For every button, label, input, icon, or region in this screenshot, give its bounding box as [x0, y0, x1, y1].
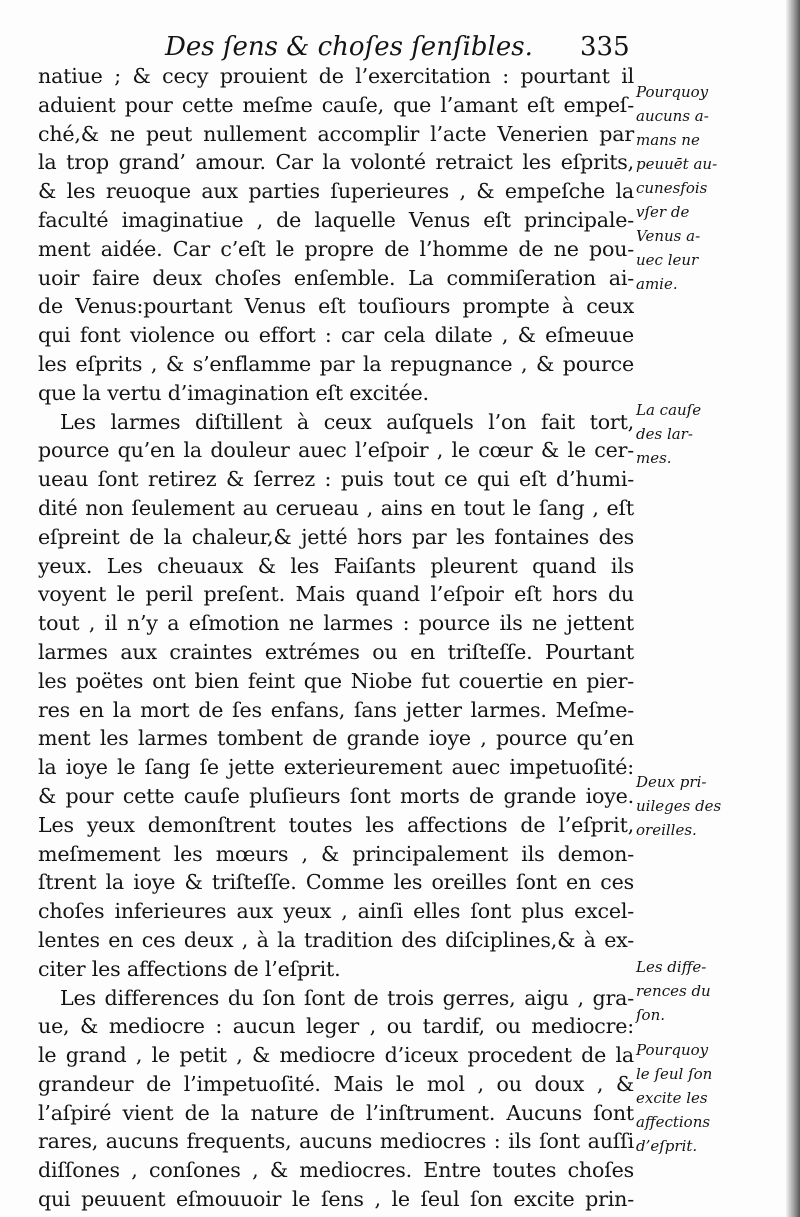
- text-line: ment les larmes tombent de grande ioye , pource qu’en: [38, 726, 634, 751]
- text-line: tout , il n’y a eſmotion ne larmes : pource ils ne jettent: [38, 611, 634, 636]
- margin-note-line: vſer de: [636, 203, 690, 221]
- text-line: Les differences du ſon ſont de trois gerres, aigu , gra-: [60, 985, 634, 1010]
- text-line: eſpreint de la chaleur,& jetté hors par les fontaines des: [38, 524, 634, 549]
- margin-note-line: rences du: [636, 982, 711, 1000]
- text-line: yeux. Les cheuaux & les Faiſants pleurent quand ils: [38, 553, 634, 578]
- text-line: de Venus:pourtant Venus eſt touſiours prompte à ceux: [38, 294, 634, 319]
- text-line: les poëtes ont bien feint que Niobe fut couertie en pier-: [38, 668, 634, 693]
- text-line: meſmement les mœurs , & principalement ils demon-: [38, 841, 634, 866]
- margin-note-line: Deux pri-: [636, 773, 707, 791]
- margin-note-line: mes.: [636, 449, 672, 467]
- margin-note-line: des lar-: [636, 425, 693, 443]
- margin-note-line: Pourquoy: [636, 1041, 709, 1059]
- margin-note: [636, 1038, 772, 1158]
- margin-note-line: affections: [636, 1113, 711, 1131]
- text-line: uoir faire deux choſes enſemble. La commiſeration ai-: [38, 265, 634, 290]
- text-line: natiue ; & cecy prouient de l’exercitation : pourtant il: [38, 64, 634, 88]
- text-line: diſſones , conſones , & mediocres. Entre toutes choſes: [38, 1158, 634, 1183]
- margin-note-line: cunesfois: [636, 179, 708, 197]
- margin-note-line: uileges des: [636, 797, 722, 815]
- text-line: dité non ſeulement au cerueau , ains en tout le ſang , eſt: [38, 495, 634, 520]
- text-line: grandeur de l’impetuoſité. Mais le mol , ou doux , &: [38, 1071, 634, 1096]
- text-line: la ioye le ſang ſe jette exterieurement auec impetuoſité:: [38, 755, 634, 780]
- text-line: pource qu’en la douleur auec l’eſpoir , le cœur & le cer-: [38, 438, 634, 463]
- margin-note-line: aucuns a-: [636, 107, 709, 125]
- margin-note-line: d’eſprit.: [636, 1137, 698, 1155]
- margin-note-line: amie.: [636, 275, 678, 293]
- text-line: & pour cette cauſe pluſieurs ſont morts de grande ioye.: [38, 783, 634, 808]
- margin-note-line: peuuēt au-: [636, 155, 718, 173]
- text-line: les eſprits , & s’enflamme par la repugnance , & pource: [38, 351, 634, 376]
- text-line: qui font violence ou effort : car cela dilate , & eſmeuue: [38, 323, 634, 348]
- margin-note-line: oreilles.: [636, 821, 697, 839]
- margin-note-line: mans ne: [636, 131, 700, 149]
- text-line: qui peuuent eſmouuoir le ſens , le ſeul ſon excite prin-: [38, 1187, 634, 1212]
- margin-note-line: Les diffe-: [636, 958, 707, 976]
- text-line: ché,& ne peut nullement accomplir l’acte Venerien par: [38, 121, 634, 146]
- margin-note: [636, 398, 772, 470]
- text-line: lentes en ces deux , à la tradition des diſciplines,& à ex-: [38, 927, 634, 952]
- text-line: l’aſpiré vient de la nature de l’inſtrument. Aucuns ſont: [38, 1100, 634, 1125]
- margin-note: [636, 80, 772, 296]
- margin-note-line: ſon.: [636, 1006, 666, 1024]
- text-line: voyent le peril preſent. Mais quand l’eſpoir eſt hors du: [38, 582, 634, 607]
- text-line: le grand , le petit , & mediocre d’iceux procedent de la: [38, 1043, 634, 1068]
- margin-note-line: Pourquoy: [636, 83, 709, 101]
- text-line: larmes aux craintes extrémes ou en triſteſſe. Pourtant: [38, 639, 634, 664]
- text-line: que la vertu d’imagination eſt excitée.: [38, 380, 429, 405]
- text-line: ment aidée. Car c’eſt le propre de l’homme de ne pou-: [38, 236, 634, 261]
- text-line: choſes inferieures aux yeux , ainſi elles ſont plus excel-: [38, 899, 634, 924]
- text-line: rares, aucuns frequents, aucuns mediocres : ils ſont auſſi: [38, 1129, 634, 1154]
- text-line: ſtrent la ioye & triſteſſe. Comme les oreilles ſont en ces: [38, 870, 634, 895]
- page-gutter-shadow: [786, 0, 800, 1217]
- text-line: Les larmes diſtillent à ceux auſquels l’on fait tort,: [60, 409, 634, 434]
- margin-note: [636, 955, 772, 1027]
- text-line: aduient pour cette meſme cauſe, que l’amant eſt empeſ-: [38, 92, 634, 117]
- page-number: 335: [580, 32, 630, 62]
- margin-note-line: uec leur: [636, 251, 699, 269]
- margin-note-line: excite les: [636, 1089, 708, 1107]
- text-line: ue, & mediocre : aucun leger , ou tardif, ou mediocre:: [38, 1014, 634, 1039]
- text-line: Les yeux demonſtrent toutes les affections de l’eſprit,: [38, 812, 634, 837]
- text-line: faculté imaginatiue , de laquelle Venus eſt principale-: [38, 207, 634, 232]
- text-line: & les reuoque aux parties ſuperieures , & empeſche la: [38, 179, 634, 204]
- main-text: [38, 62, 634, 1214]
- text-line: citer les affections de l’eſprit.: [38, 956, 341, 981]
- text-line: la trop grand’ amour. Car la volonté retraict les eſprits,: [38, 150, 634, 175]
- margin-note: [636, 770, 772, 842]
- text-line: ueau ſont retirez & ſerrez : puis tout ce qui eſt d’humi-: [38, 467, 634, 492]
- margin-note-line: La cauſe: [636, 401, 702, 419]
- margin-note-line: Venus a-: [636, 227, 701, 245]
- running-title: Des ſens & choſes ſenſibles.: [165, 32, 533, 62]
- margin-note-line: le ſeul ſon: [636, 1065, 713, 1083]
- text-line: res en la mort de ſes enfans, ſans jetter larmes. Meſme-: [38, 697, 634, 722]
